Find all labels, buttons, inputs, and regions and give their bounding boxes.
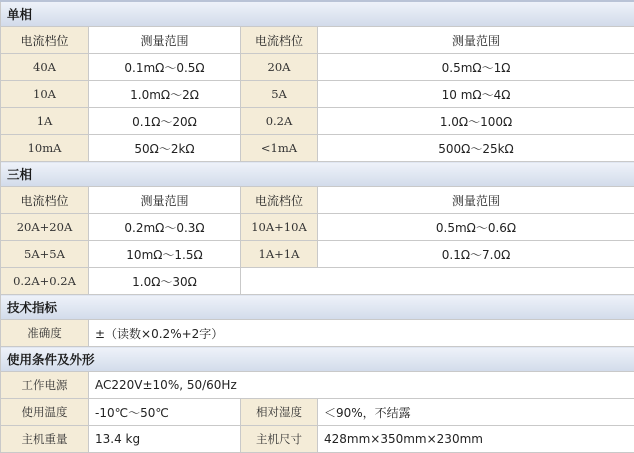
temperature-value: -10℃～50℃ [89,399,241,426]
range-value: 0.1mΩ～0.5Ω [89,54,241,81]
section-title-tech: 技术指标 [1,295,634,320]
table-row [1,135,634,162]
header-current-range: 电流档位 [1,187,89,214]
weight-label: 主机重量 [1,426,89,453]
table-row [1,268,634,295]
power-label: 工作电源 [1,372,89,399]
table-header-row [1,27,634,54]
table-row [1,399,634,426]
current-setting: 20A [241,54,318,81]
section-title-three-phase: 三相 [1,162,634,187]
current-setting: 10A [1,81,89,108]
table-row [1,54,634,81]
table-row [1,241,634,268]
header-measurement-range: 测量范围 [89,187,241,214]
range-value: 10 mΩ～4Ω [318,81,634,108]
table-row [1,214,634,241]
range-value: 0.1Ω～7.0Ω [318,241,634,268]
header-measurement-range: 测量范围 [318,27,634,54]
current-setting: 10mA [1,135,89,162]
accuracy-value: ±（读数×0.2%+2字） [89,320,634,347]
range-value: 0.2mΩ～0.3Ω [89,214,241,241]
current-setting: 20A+20A [1,214,89,241]
header-current-range: 电流档位 [1,27,89,54]
current-setting: 10A+10A [241,214,318,241]
header-measurement-range: 测量范围 [89,27,241,54]
range-value: 500Ω～25kΩ [318,135,634,162]
header-current-range: 电流档位 [241,187,318,214]
table-row [1,108,634,135]
current-setting: 0.2A [241,108,318,135]
accuracy-label: 准确度 [1,320,89,347]
temperature-label: 使用温度 [1,399,89,426]
current-setting: 0.2A+0.2A [1,268,89,295]
current-setting: 5A+5A [1,241,89,268]
current-setting: 40A [1,54,89,81]
range-value: 1.0mΩ～2Ω [89,81,241,108]
header-current-range: 电流档位 [241,27,318,54]
humidity-label: 相对湿度 [241,399,318,426]
header-measurement-range: 测量范围 [318,187,634,214]
table-row [1,320,634,347]
range-value: 10mΩ～1.5Ω [89,241,241,268]
range-value: 0.5mΩ～0.6Ω [318,214,634,241]
range-value: 0.1Ω～20Ω [89,108,241,135]
range-value: 1.0Ω～100Ω [318,108,634,135]
current-setting: 5A [241,81,318,108]
humidity-value: ＜90%，不结露 [318,399,634,426]
table-row [1,372,634,399]
table-row [1,81,634,108]
size-label: 主机尺寸 [241,426,318,453]
current-setting: <1mA [241,135,318,162]
weight-value: 13.4 kg [89,426,241,453]
section-title-single-phase: 单相 [1,1,634,27]
power-value: AC220V±10%, 50/60Hz [89,372,634,399]
size-value: 428mm×350mm×230mm [318,426,634,453]
empty-cell [241,268,634,295]
range-value: 1.0Ω～30Ω [89,268,241,295]
table-header-row [1,187,634,214]
range-value: 50Ω～2kΩ [89,135,241,162]
current-setting: 1A+1A [241,241,318,268]
current-setting: 1A [1,108,89,135]
range-value: 0.5mΩ～1Ω [318,54,634,81]
section-title-conditions: 使用条件及外形 [1,347,634,372]
table-row [1,426,634,453]
